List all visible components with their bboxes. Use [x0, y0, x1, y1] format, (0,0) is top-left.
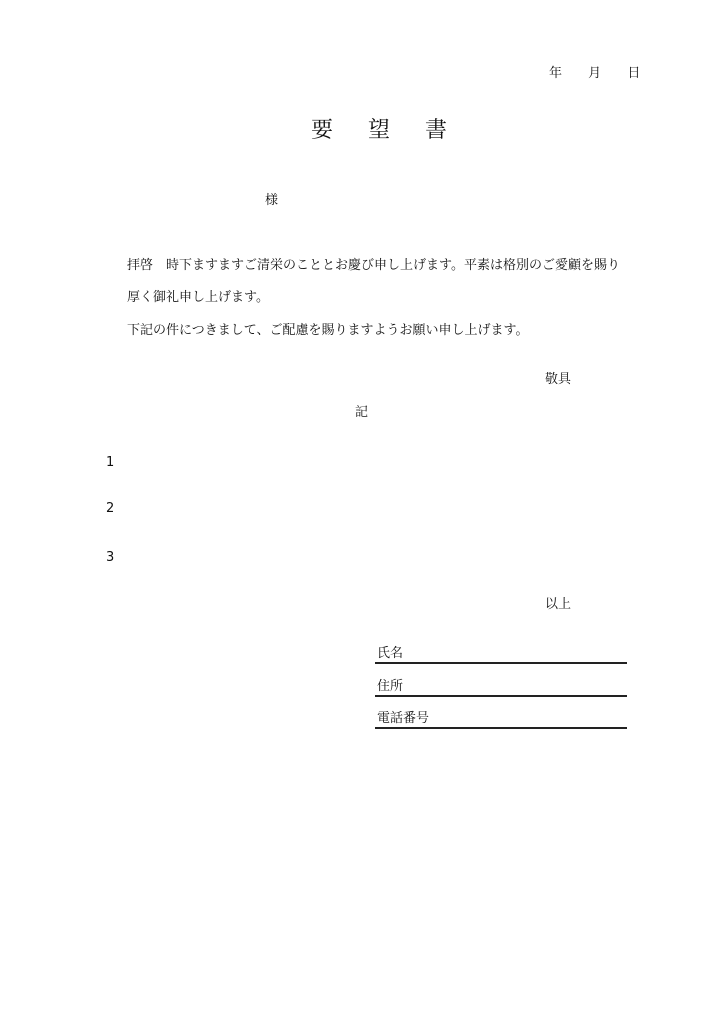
name-field[interactable]	[375, 644, 627, 664]
body-line-2: 厚く御礼申し上げます。	[127, 290, 269, 305]
addressee-suffix: 様	[265, 193, 279, 208]
body-line-1: 拝啓 時下ますますご清栄のこととお慶び申し上げます。平素は格別のご愛顧を賜り	[127, 258, 620, 273]
item-number-3: 3	[106, 550, 115, 565]
ki-heading: 記	[355, 405, 369, 420]
item-number-1: 1	[106, 455, 115, 470]
date-day: 日	[627, 66, 641, 81]
document-title: 要 望 書	[311, 118, 461, 143]
ijou: 以上	[545, 597, 572, 612]
phone-label: 電話番号	[377, 711, 430, 726]
item-number-2: 2	[106, 501, 115, 516]
closing-keigu: 敬具	[545, 372, 572, 387]
date-month: 月	[588, 66, 602, 81]
address-field[interactable]	[375, 677, 627, 697]
name-label: 氏名	[377, 646, 404, 661]
date-line	[527, 66, 640, 82]
phone-field[interactable]	[375, 709, 627, 729]
date-year: 年	[549, 66, 563, 81]
body-line-3: 下記の件につきまして、ご配慮を賜りますようお願い申し上げます。	[127, 323, 529, 338]
address-label: 住所	[377, 679, 404, 694]
